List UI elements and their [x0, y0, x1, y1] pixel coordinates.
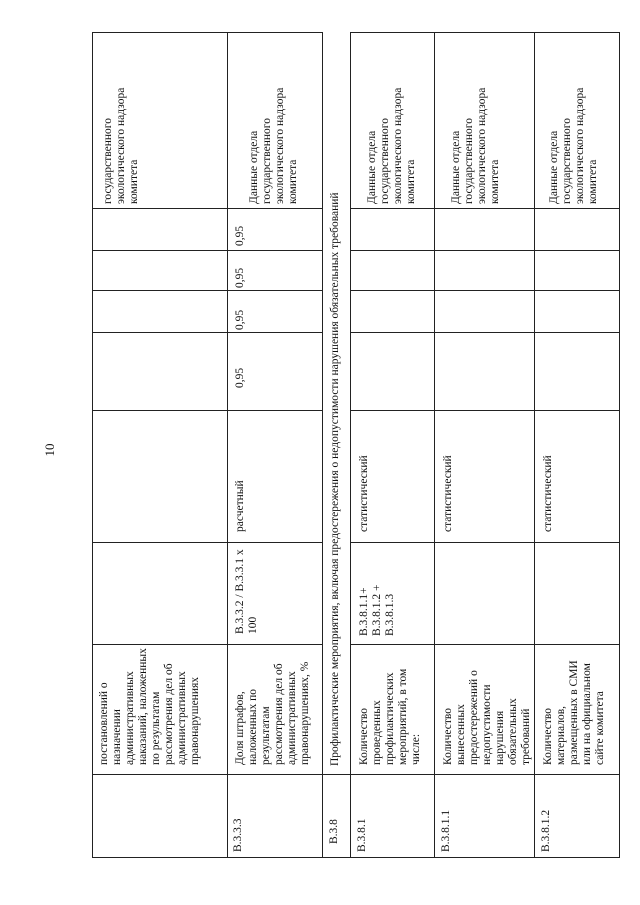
col-line-v2 [92, 290, 620, 291]
table-bottom-border [92, 857, 620, 858]
row1-code: В.3.3.3 [232, 818, 244, 852]
col-line-name [92, 644, 620, 645]
col-line-formula [92, 542, 620, 543]
row-line-5 [534, 32, 535, 858]
row3-method: статистический [358, 455, 370, 532]
row1-source: Данные отдела государственного экологического надзора комитета [248, 87, 299, 204]
row0-name: постановлений о назначении административных наказаний, наложенных по результатам рассмотрения дел об административных правонарушениях [98, 648, 201, 765]
col-line-v3 [92, 250, 620, 251]
row1-name: Доля штрафов, наложенных по результатам рассмотрения дел об административных правонарушениях, % [234, 661, 311, 765]
rotated-table [92, 32, 620, 858]
row5-name: Количество материалов, размещенных в СМИ или на официальном сайте комитета [542, 660, 606, 765]
row4-method: статистический [442, 455, 454, 532]
col-line-code [92, 774, 620, 775]
table-right-border [619, 32, 620, 858]
row5-source: Данные отдела государственного экологического надзора комитета [548, 87, 599, 204]
row3-source: Данные отдела государственного экологического надзора комитета [366, 87, 417, 204]
row-line-3 [350, 32, 351, 858]
table-left-border [92, 32, 93, 858]
row1-method: расчетный [234, 480, 246, 532]
row5-method: статистический [542, 455, 554, 532]
col-line-v1 [92, 332, 620, 333]
row-line-4 [434, 32, 435, 858]
col-line-v4 [92, 208, 620, 209]
row1-value-4: 0,95 [234, 225, 246, 246]
page-number: 10 [42, 443, 57, 457]
row3-code: В.3.8.1 [356, 818, 368, 852]
section-title: Профилактические мероприятия, включая предостережения о недопустимости нарушения обязательных требований [329, 192, 341, 766]
row1-formula: В.3.3.2 / В.3.3.1 х 100 [234, 549, 259, 634]
row5-code: В.3.8.1.2 [540, 809, 552, 852]
row1-value-3: 0,95 [234, 267, 246, 288]
table-top-border [92, 32, 620, 33]
col-line-method [92, 410, 620, 411]
row4-source: Данные отдела государственного экологического надзора комитета [450, 87, 501, 204]
row0-source: государственного экологического надзора комитета [102, 87, 140, 204]
row2-code: В.3.8 [328, 819, 340, 844]
row4-name: Количество вынесенных предостережений о недопустимости нарушения обязательных требований [442, 670, 532, 765]
row-line-1 [227, 32, 228, 858]
row4-code: В.3.8.1.1 [440, 809, 452, 852]
row1-value-2: 0,95 [234, 309, 246, 330]
row3-name: Количество проведенных профилактических мероприятий, в том числе: [358, 668, 422, 765]
row3-formula: В.3.8.1.1+ В.3.8.1.2 + В.3.8.1.3 [358, 584, 396, 636]
row1-value-1: 0,95 [234, 367, 246, 388]
